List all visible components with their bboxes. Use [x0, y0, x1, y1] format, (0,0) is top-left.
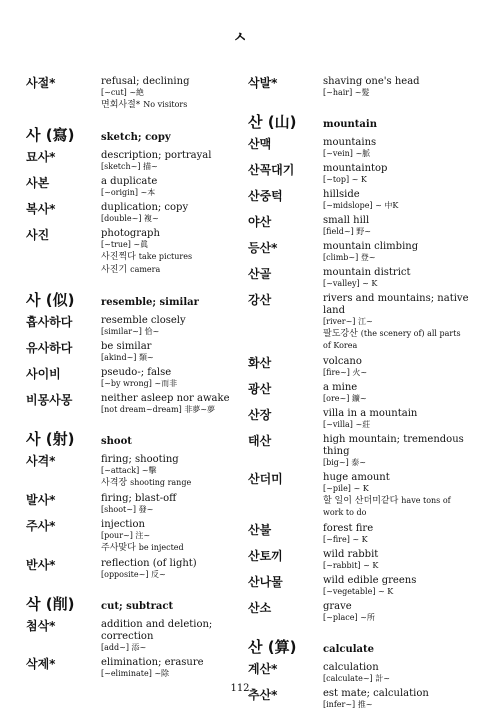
- etymology-note: [infer~] 推~: [323, 700, 373, 709]
- etymology-note: [not dream~dream] 非夢~夢: [101, 405, 215, 414]
- etymology-note: [akind~] 類~: [101, 353, 154, 362]
- dictionary-entry: [248, 163, 470, 185]
- left-column: [26, 76, 246, 683]
- entry-definition: [323, 241, 470, 263]
- usage-example: [101, 99, 246, 111]
- definition-text: mountain climbing: [323, 241, 419, 252]
- example-korean: 사격장: [101, 478, 128, 488]
- entry-definition: [101, 367, 246, 389]
- entry-headword: 산장: [248, 408, 272, 422]
- etymology-note: [field~] 野~: [323, 227, 371, 236]
- definition-text: photograph: [101, 228, 160, 239]
- entry-headword: 산나물: [248, 575, 283, 589]
- etymology-note: [~place] ~所: [323, 613, 375, 622]
- section-heading: [26, 124, 246, 145]
- entry-definition: [323, 76, 470, 98]
- entry-headword: 등산*: [248, 241, 278, 255]
- definition-text: duplication; copy: [101, 202, 189, 213]
- entry-headword: 복사*: [26, 202, 56, 216]
- example-korean: 주사맞다: [101, 543, 136, 553]
- etymology-note: [~hair] ~髮: [323, 88, 370, 97]
- definition-text: huge amount: [323, 472, 390, 483]
- entry-definition: [323, 472, 470, 519]
- section-gloss: sketch; copy: [101, 132, 171, 143]
- entry-headword: 태산: [248, 434, 272, 448]
- entry-headword: 산중턱: [248, 189, 283, 203]
- entry-definition: [323, 137, 470, 159]
- etymology-note: [double~] 複~: [101, 214, 159, 223]
- etymology-note: [add~] 添~: [101, 643, 147, 652]
- section-heading: [26, 428, 246, 449]
- etymology-note: [shoot~] 發~: [101, 505, 154, 514]
- entry-definition: [323, 293, 470, 352]
- entry-definition: [101, 176, 246, 198]
- etymology-note: [sketch~] 描~: [101, 162, 158, 171]
- entry-definition: [323, 356, 470, 378]
- section-syllable: 산 (山): [248, 113, 297, 131]
- entry-definition: [101, 315, 246, 337]
- etymology-note: [~villa] ~莊: [323, 420, 371, 429]
- entry-headword: 유사하다: [26, 341, 73, 355]
- dictionary-entry: [248, 241, 470, 263]
- definition-text: injection: [101, 519, 145, 530]
- usage-example: [323, 328, 470, 352]
- definition-text: a mine: [323, 382, 358, 393]
- etymology-note: [~midslope] ~ 中K: [323, 201, 399, 210]
- entry-headword: 산토끼: [248, 549, 283, 563]
- entry-definition: [101, 393, 246, 415]
- entry-headword: 묘사*: [26, 150, 56, 164]
- dictionary-entry: [248, 267, 470, 289]
- dictionary-entry: [248, 434, 470, 468]
- entry-definition: [101, 454, 246, 489]
- entry-definition: [323, 189, 470, 211]
- etymology-note: [~top] ~ K: [323, 175, 367, 184]
- definition-text: wild rabbit: [323, 549, 379, 560]
- definition-text: firing; blast-off: [101, 493, 177, 504]
- example-english: No visitors: [143, 100, 188, 109]
- definition-text: reflection (of light): [101, 558, 197, 569]
- entry-headword: 삭발*: [248, 76, 278, 90]
- section-gloss: mountain: [323, 119, 377, 130]
- entry-definition: [323, 549, 470, 571]
- entry-definition: [101, 558, 246, 580]
- entry-definition: [323, 382, 470, 404]
- section-gloss: calculate: [323, 644, 374, 655]
- usage-example: [101, 264, 246, 276]
- dictionary-entry: [248, 662, 470, 684]
- entry-definition: [101, 493, 246, 515]
- dictionary-entry: [26, 228, 246, 276]
- etymology-note: [climb~] 登~: [323, 253, 376, 262]
- etymology-note: [~eliminate] ~除: [101, 669, 170, 678]
- definition-text: a duplicate: [101, 176, 158, 187]
- etymology-note: [ore~] 鑛~: [323, 394, 367, 403]
- example-korean: 팔도강산: [323, 329, 358, 339]
- entry-definition: [323, 575, 470, 597]
- entry-definition: [101, 657, 246, 679]
- entry-headword: 흡사하다: [26, 315, 73, 329]
- entry-headword: 사본: [26, 176, 50, 190]
- example-korean: 면회사절*: [101, 100, 141, 110]
- dictionary-entry: [248, 523, 470, 545]
- etymology-note: [~attack] ~擊: [101, 466, 157, 475]
- entry-definition: [101, 519, 246, 554]
- example-english: shooting range: [130, 478, 192, 487]
- definition-text: mountains: [323, 137, 377, 148]
- section-syllable: 삭 (削): [26, 595, 75, 613]
- definition-text: shaving one's head: [323, 76, 420, 87]
- entry-headword: 산골: [248, 267, 272, 281]
- section-syllable: 사 (似): [26, 291, 75, 309]
- entry-definition: [101, 202, 246, 224]
- definition-text: be similar: [101, 341, 152, 352]
- definition-text: calculation: [323, 662, 379, 673]
- section-syllable: 산 (算): [248, 638, 297, 656]
- section-gloss: cut; subtract: [101, 601, 174, 612]
- definition-text: volcano: [323, 356, 362, 367]
- etymology-note: [~fire] ~ K: [323, 535, 368, 544]
- dictionary-entry: [248, 601, 470, 623]
- etymology-note: [opposite~] 反~: [101, 570, 166, 579]
- etymology-note: [river~] 江~: [323, 317, 373, 326]
- entry-headword: 사이비: [26, 367, 61, 381]
- etymology-note: [~vegetable] ~ K: [323, 587, 394, 596]
- dictionary-entry: [26, 202, 246, 224]
- example-english: be injected: [138, 543, 184, 552]
- usage-example: [101, 542, 246, 554]
- entry-headword: 광산: [248, 382, 272, 396]
- dictionary-entry: [26, 519, 246, 554]
- section-heading: [248, 636, 470, 657]
- dictionary-entry: [248, 189, 470, 211]
- dictionary-entry: [248, 356, 470, 378]
- entry-definition: [323, 601, 470, 623]
- etymology-note: [similar~] 恰~: [101, 327, 160, 336]
- dictionary-entry: [248, 549, 470, 571]
- entry-headword: 강산: [248, 293, 272, 307]
- entry-headword: 사진: [26, 228, 50, 242]
- definition-text: neither asleep nor awake: [101, 393, 230, 404]
- definition-text: wild edible greens: [323, 575, 417, 586]
- dictionary-entry: [26, 367, 246, 389]
- entry-definition: [323, 662, 470, 684]
- example-english: have tons of work to do: [323, 496, 451, 517]
- entry-headword: 첨삭*: [26, 619, 56, 633]
- entry-headword: 산꼭대기: [248, 163, 295, 177]
- section-syllable: 사 (射): [26, 430, 75, 448]
- entry-definition: [323, 523, 470, 545]
- dictionary-entry: [26, 619, 246, 653]
- dictionary-entry: [248, 408, 470, 430]
- definition-text: grave: [323, 601, 352, 612]
- etymology-note: [~origin] ~本: [101, 188, 156, 197]
- etymology-note: [~pile] ~ K: [323, 484, 369, 493]
- entry-headword: 산불: [248, 523, 272, 537]
- etymology-note: [pour~] 注~: [101, 531, 151, 540]
- example-english: camera: [130, 265, 161, 274]
- etymology-note: [big~] 泰~: [323, 458, 366, 467]
- entry-definition: [323, 434, 470, 468]
- example-english: (the scenery of) all parts of Korea: [323, 329, 461, 350]
- dictionary-entry: [248, 215, 470, 237]
- definition-text: mountain district: [323, 267, 411, 278]
- entry-definition: [101, 150, 246, 172]
- entry-definition: [323, 267, 470, 289]
- dictionary-entry: [248, 382, 470, 404]
- section-gloss: shoot: [101, 436, 132, 447]
- definition-text: elimination; erasure: [101, 657, 204, 668]
- dictionary-entry: [26, 150, 246, 172]
- definition-text: resemble closely: [101, 315, 186, 326]
- entry-headword: 산소: [248, 601, 272, 615]
- page-number: 112: [230, 683, 250, 694]
- definition-text: rivers and mountains; native land: [323, 293, 469, 316]
- dictionary-entry: [26, 393, 246, 415]
- entry-headword: 야산: [248, 215, 272, 229]
- dictionary-entry: [248, 293, 470, 352]
- entry-headword: 계산*: [248, 662, 278, 676]
- etymology-note: [~true] ~眞: [101, 240, 149, 249]
- example-korean: 사진기: [101, 265, 128, 275]
- entry-headword: 산더미: [248, 472, 283, 486]
- definition-text: refusal; declining: [101, 76, 190, 87]
- usage-example: [101, 477, 246, 489]
- definition-text: villa in a mountain: [323, 408, 418, 419]
- entry-definition: [101, 619, 246, 653]
- entry-headword: 산맥: [248, 137, 272, 151]
- definition-text: firing; shooting: [101, 454, 179, 465]
- entry-headword: 사격*: [26, 454, 56, 468]
- etymology-note: [calculate~] 計~: [323, 674, 390, 683]
- dictionary-entry: [26, 341, 246, 363]
- definition-text: forest fire: [323, 523, 374, 534]
- dictionary-entry: [26, 657, 246, 679]
- entry-definition: [323, 163, 470, 185]
- definition-text: pseudo-; false: [101, 367, 172, 378]
- definition-text: est mate; calculation: [323, 688, 429, 699]
- definition-text: small hill: [323, 215, 370, 226]
- etymology-note: [~by wrong] ~而非: [101, 379, 178, 388]
- dictionary-entry: [26, 76, 246, 111]
- entry-headword: 삭제*: [26, 657, 56, 671]
- dictionary-entry: [26, 176, 246, 198]
- entry-headword: 추산*: [248, 688, 278, 702]
- definition-text: hillside: [323, 189, 360, 200]
- entry-headword: 반사*: [26, 558, 56, 572]
- dictionary-entry: [26, 558, 246, 580]
- dictionary-entry: [248, 76, 470, 98]
- section-heading: [248, 111, 470, 132]
- example-korean: 사진찍다: [101, 252, 136, 262]
- dictionary-entry: [248, 137, 470, 159]
- etymology-note: [fire~] 火~: [323, 368, 368, 377]
- example-korean: 할 일이 산더미같다: [323, 496, 399, 506]
- section-heading: [26, 593, 246, 614]
- section-heading: [26, 289, 246, 310]
- definition-text: description; portrayal: [101, 150, 212, 161]
- etymology-note: [~rabbit] ~ K: [323, 561, 379, 570]
- entry-definition: [101, 228, 246, 276]
- entry-headword: 사절*: [26, 76, 56, 90]
- section-gloss: resemble; similar: [101, 297, 199, 308]
- definition-text: addition and deletion; correction: [101, 619, 213, 642]
- dictionary-entry: [248, 575, 470, 597]
- entry-definition: [323, 408, 470, 430]
- entry-definition: [101, 76, 246, 111]
- dictionary-entry: [248, 472, 470, 519]
- dictionary-entry: [26, 454, 246, 489]
- section-syllable: 사 (寫): [26, 126, 75, 144]
- definition-text: mountaintop: [323, 163, 388, 174]
- entry-definition: [101, 341, 246, 363]
- usage-example: [101, 251, 246, 263]
- entry-headword: 주사*: [26, 519, 56, 533]
- entry-headword: 발사*: [26, 493, 56, 507]
- entry-headword: 화산: [248, 356, 272, 370]
- entry-definition: [323, 215, 470, 237]
- etymology-note: [~cut] ~絶: [101, 88, 145, 97]
- example-english: take pictures: [138, 252, 193, 261]
- page-header-letter: ㅅ: [232, 28, 248, 46]
- usage-example: [323, 495, 470, 519]
- right-column: [248, 76, 470, 714]
- dictionary-entry: [26, 493, 246, 515]
- etymology-note: [~valley] ~ K: [323, 279, 378, 288]
- etymology-note: [~vein] ~脈: [323, 149, 371, 158]
- dictionary-entry: [26, 315, 246, 337]
- definition-text: high mountain; tremendous thing: [323, 434, 464, 457]
- entry-headword: 비몽사몽: [26, 393, 73, 407]
